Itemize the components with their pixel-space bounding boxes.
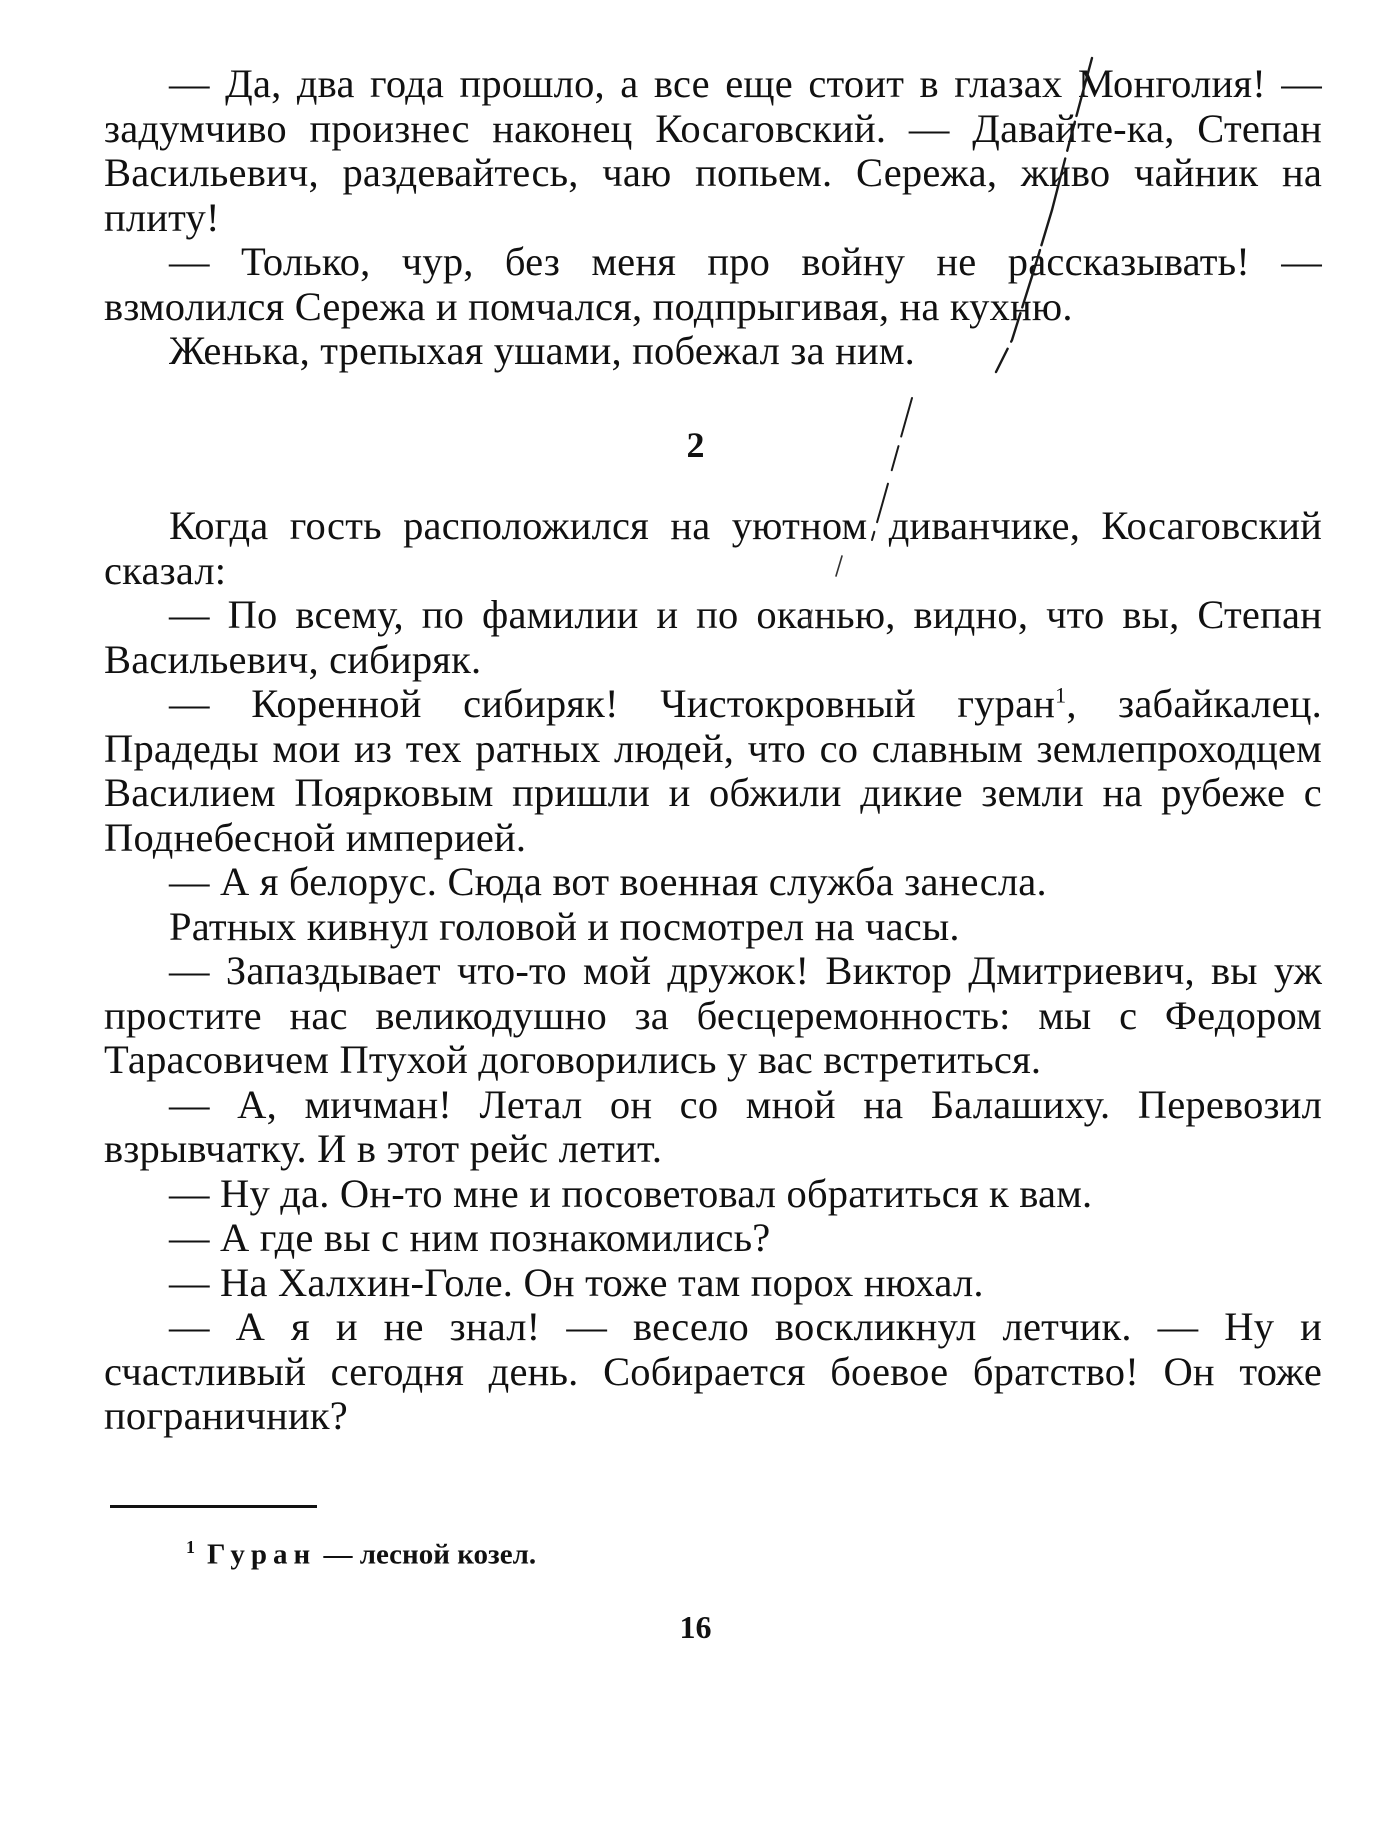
paragraph-with-footnote xyxy=(104,682,1322,860)
paragraph-text-continued: , забайкалец. Прадеды мои из тех ратных людей, что со славным землепроходцем Василием Поярковым пришли и обжили дикие земли на рубеже с Поднебесной империей. xyxy=(104,681,1322,860)
paragraph: — А где вы с ним познакомились? xyxy=(169,1215,771,1260)
paragraph: — По всему, по фамилии и по оканью, видно, что вы, Степан Васильевич, сибиряк. xyxy=(104,592,1322,682)
footnote xyxy=(186,1530,536,1572)
paragraph: Когда гость расположился на уютном диванчике, Косаговский сказал: xyxy=(104,503,1322,593)
paragraph: — Запаздывает что-то мой дружок! Виктор Дмитриевич, вы уж простите нас великодушно за бесцеремонность: мы с Федором Тарасовичем Птухой договорились у вас встретиться. xyxy=(104,948,1322,1082)
footnote-definition: — лесной козел. xyxy=(316,1538,537,1571)
page-number: 16 xyxy=(679,1609,712,1645)
paragraph: Ратных кивнул головой и посмотрел на часы. xyxy=(169,903,960,949)
footnote-mark: 1 xyxy=(186,1537,195,1557)
paragraph: — На Халхин-Голе. Он тоже там порох нюхал. xyxy=(169,1259,984,1305)
paragraph: — Да, два года прошло, а все еще стоит в глазах Монголия! — задумчиво произнес наконец Косаговский. — Давайте-ка, Степан Васильевич, раздевайтесь, чаю попьем. Сережа, живо чайник на плиту! xyxy=(104,61,1322,240)
footnote-term: Гуран xyxy=(207,1538,317,1571)
paragraph: Женька, трепыхая ушами, побежал за ним. xyxy=(169,328,915,373)
paragraph: — А, мичман! Летал он со мной на Балашиху. Перевозил взрывчатку. И в этот рейс летит. xyxy=(104,1081,1322,1171)
text-block-bottom xyxy=(104,504,1322,1439)
paragraph: — Ну да. Он-то мне и посоветовал обратиться к вам. xyxy=(169,1170,1093,1216)
paragraph: — А я белорус. Сюда вот военная служба занесла. xyxy=(169,859,1047,904)
paragraph: — А я и не знал! — весело воскликнул летчик. — Ну и счастливый сегодня день. Собирается боевое братство! Он тоже пограничник? xyxy=(104,1304,1322,1438)
footnote-divider xyxy=(110,1505,317,1508)
section-number: 2 xyxy=(686,425,705,465)
paragraph: — Только, чур, без меня про войну не рассказывать! — взмолился Сережа и помчался, подпрыгивая, на кухню. xyxy=(104,239,1322,329)
footnote-reference: 1 xyxy=(1055,682,1067,708)
text-block-top xyxy=(104,62,1322,374)
paragraph-text: — Коренной сибиряк! Чистокровный гуран xyxy=(169,681,1056,726)
